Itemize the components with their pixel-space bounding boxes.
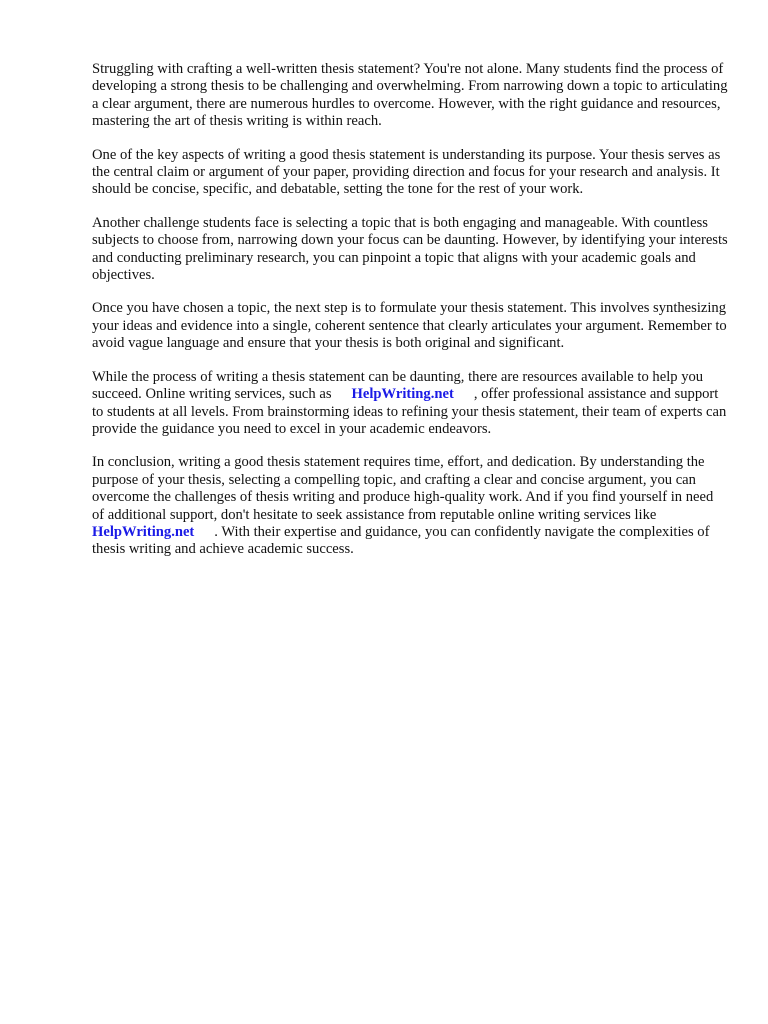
paragraph-conclusion — [92, 454, 728, 558]
helpwriting-link[interactable]: HelpWriting.net — [351, 386, 454, 403]
paragraph-purpose: One of the key aspects of writing a good thesis statement is understanding its purpose. Your thesis serves as the central claim or argument of your paper, providing direction and focus for your research and analysis. It should be concise, specific, and debatable, setting the tone for the rest of your work. — [92, 146, 721, 198]
helpwriting-link[interactable]: HelpWriting.net — [92, 523, 195, 540]
paragraph-formulate: Once you have chosen a topic, the next step is to formulate your thesis statement. This involves synthesizing your ideas and evidence into a single, coherent sentence that clearly articulates your argument. Remember to avoid vague language and ensure that your thesis is both original and significant. — [92, 300, 727, 352]
paragraph-conclusion-text-before: In conclusion, writing a good thesis statement requires time, effort, and dedication. By understanding the purpose of your thesis, selecting a compelling topic, and crafting a clear and concise argument, you can overcome the challenges of thesis writing and produce high-quality work. And if you find yourself in need of additional support, don't hesitate to seek assistance from reputable online writing services like — [92, 454, 714, 523]
paragraph-conclusion-text-after: . With their expertise and guidance, you can confidently navigate the complexities of thesis writing and achieve academic success. — [92, 523, 710, 558]
paragraph-topic: Another challenge students face is selecting a topic that is both engaging and manageable. With countless subjects to choose from, narrowing down your focus can be daunting. However, by identifying your interests and conducting preliminary research, you can pinpoint a topic that aligns with your academic goals and objectives. — [92, 214, 728, 284]
paragraph-intro: Struggling with crafting a well-written thesis statement? You're not alone. Many students find the process of developing a strong thesis to be challenging and overwhelming. From narrowing down a topic to articulating a clear argument, there are numerous hurdles to overcome. However, with the right guidance and resources, mastering the art of thesis writing is within reach. — [92, 61, 728, 130]
paragraph-resources-text-before: While the process of writing a thesis statement can be daunting, there are resources available to help you succeed. Online writing services, such as — [92, 368, 704, 403]
document-body — [92, 61, 728, 575]
paragraph-resources — [92, 369, 728, 439]
paragraph-resources-text-after: , offer professional assistance and support to students at all levels. From brainstorming ideas to refining your thesis statement, their team of experts can provide the guidance you need to excel in your academic endeavors. — [92, 386, 727, 437]
